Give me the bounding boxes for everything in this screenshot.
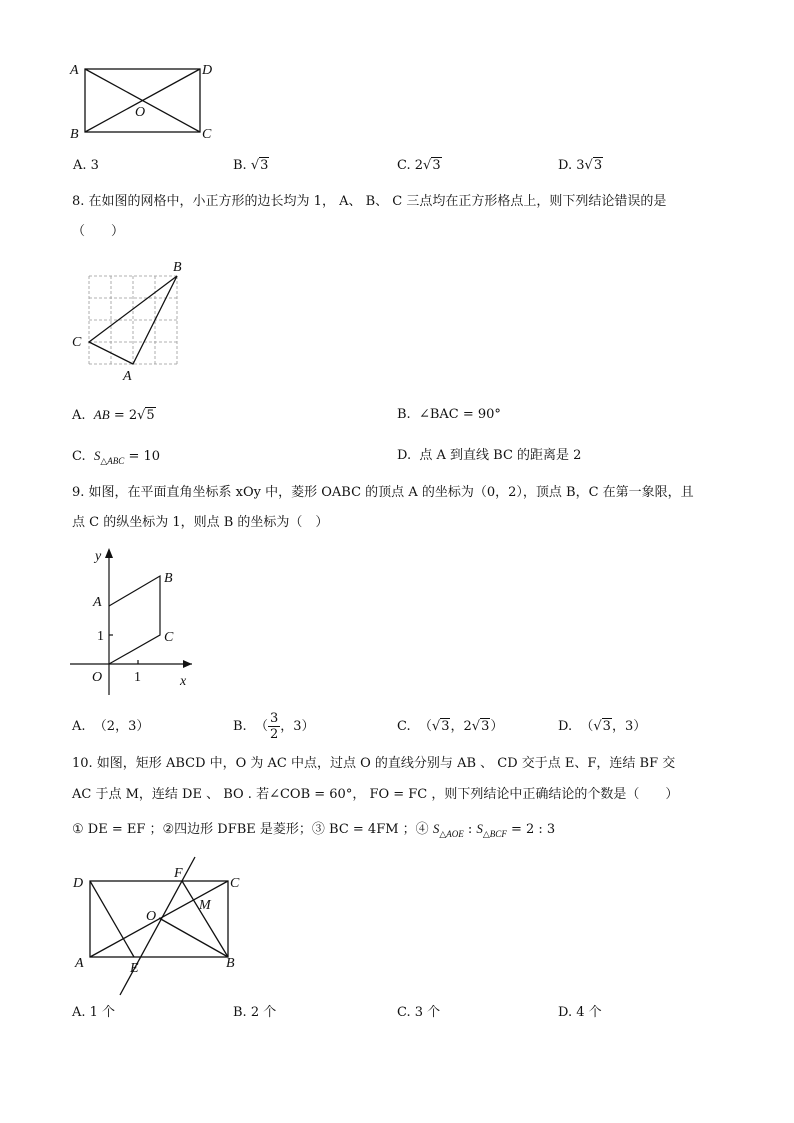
q9-stem-line1: 9. 如图，在平面直角坐标系 xOy 中，菱形 OABC 的顶点 A 的坐标为（0，2），顶点 B，C 在第一象限，且 (72, 485, 694, 500)
q8-option-b[interactable]: B. ∠BAC = 90° (397, 407, 501, 422)
q10-option-b[interactable]: B. 2 个 (233, 1005, 277, 1020)
q7-label-a: A (70, 63, 79, 78)
q10-label-d: D (73, 876, 84, 891)
q10-stem-line1: 10. 如图，矩形 ABCD 中，O 为 AC 中点，过点 O 的直线分别与 AB 、 CD 交于点 E、F，连结 BF 交 (72, 756, 676, 771)
q9-label-o: O (92, 670, 103, 685)
sqrt-icon: √3 (593, 719, 611, 734)
q9-option-d[interactable]: D. （√3，3） (558, 719, 647, 734)
q8-grid (89, 276, 177, 364)
q10-option-d[interactable]: D. 4 个 (558, 1005, 602, 1020)
q7-label-d: D (202, 63, 213, 78)
q8-stem-line2: （ ） (72, 224, 125, 239)
q9-option-c[interactable]: C. （√3，2√3） (397, 719, 504, 734)
q8-label-c: C (72, 335, 82, 350)
q8-label-a: A (123, 369, 132, 384)
q10-label-b: B (226, 956, 235, 971)
q9-label-b: B (164, 571, 173, 586)
sqrt-icon: √3 (584, 158, 603, 173)
q7-label-c: C (202, 127, 212, 142)
q7-label-b: B (70, 127, 79, 142)
q10-option-a[interactable]: A. 1 个 (72, 1005, 116, 1020)
q8-option-c[interactable]: C. $S_{\triangle ABC} = 10$ (72, 448, 161, 466)
q8-label-b: B (173, 260, 182, 275)
q9-option-b[interactable]: B. （ $\frac{3}{2}$ ，3） (233, 711, 315, 742)
q8-triangle (89, 276, 177, 364)
q10-label-m: M (199, 898, 211, 913)
q9-axis-x-label: x (180, 674, 187, 689)
q9-option-a[interactable]: A. （2，3） (72, 719, 150, 734)
q10-label-a: A (75, 956, 84, 971)
fraction: $\frac{3}{2}$ (269, 711, 279, 742)
q7-option-b[interactable]: B. √3 (233, 158, 269, 173)
q7-option-d[interactable]: D. 3√3 (558, 158, 603, 173)
sqrt-icon: √3 (471, 719, 490, 734)
sqrt-icon: √3 (423, 158, 441, 173)
q10-label-e: E (130, 961, 139, 976)
q8-option-d[interactable]: D. 点 A 到直线 BC 的距离是 2 (397, 448, 582, 463)
sqrt-icon: √5 (137, 408, 155, 423)
q9-label-c: C (164, 630, 174, 645)
q7-label-o: O (135, 105, 146, 120)
q9-axis-y-label: y (95, 549, 102, 564)
q10-label-o: O (146, 909, 157, 924)
q10-stem-line2: AC 于点 M，连结 DE 、 BO . 若∠COB = 60°， FO = FC ，则下列结论中正确结论的个数是（ ） (72, 787, 679, 802)
q10-label-c: C (230, 876, 240, 891)
sqrt-icon: √3 (250, 158, 269, 173)
q10-label-f: F (174, 866, 183, 881)
q8-option-a[interactable]: A. AB = 2√5 (72, 407, 155, 423)
q7-option-c[interactable]: C. 2√3 (397, 158, 441, 173)
q7-option-a[interactable]: A. 3 (73, 158, 99, 173)
q8-stem-line1: 8. 在如图的网格中，小正方形的边长均为 1， A、 B、 C 三点均在正方形格点上，则下列结论错误的是 (72, 194, 667, 209)
sqrt-icon: √3 (431, 719, 450, 734)
q9-label-a: A (93, 595, 102, 610)
q10-option-c[interactable]: C. 3 个 (397, 1005, 441, 1020)
q9-tick-label-x1: 1 (134, 670, 141, 685)
q9-stem-line2: 点 C 的纵坐标为 1，则点 B 的坐标为（ ） (72, 515, 329, 530)
q9-tick-label-y1: 1 (97, 629, 104, 644)
q10-stem-line3: ① DE = EF ；②四边形 DFBE 是菱形；③ BC = 4FM ；④ $S_{\triangle AOE}$ : $S_{\triangle BCF} = 2$ : 3 (72, 821, 556, 839)
